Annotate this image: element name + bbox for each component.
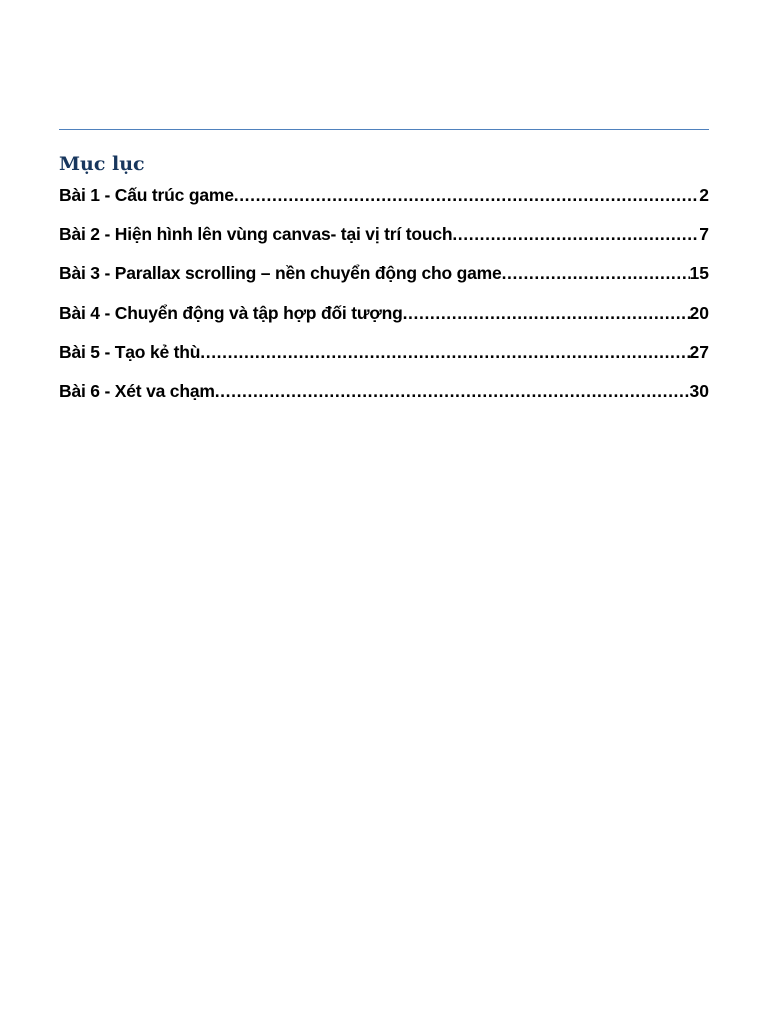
toc-entry-title: Bài 4 - Chuyển động và tập hợp đối tượng (59, 302, 403, 323)
header-rule (59, 129, 709, 130)
toc-entry-page: 30 (689, 380, 709, 401)
toc-dot-leader (452, 221, 699, 247)
toc-dot-leader (502, 260, 690, 286)
toc-dot-leader (215, 378, 690, 404)
toc-entry-page: 20 (689, 302, 709, 323)
toc-dot-leader (234, 182, 700, 208)
toc-entry-page: 2 (699, 185, 709, 205)
toc-entry-page: 7 (699, 224, 709, 245)
toc-entry-page: 27 (689, 341, 709, 362)
toc-entry-1[interactable] (59, 182, 709, 221)
toc-entry-6[interactable] (59, 378, 709, 417)
toc-entry-3[interactable] (59, 260, 709, 299)
toc-entry-title: Bài 1 - Cấu trúc game (59, 185, 234, 205)
toc-entry-title: Bài 3 - Parallax scrolling – nền chuyển động cho game (59, 263, 502, 284)
toc-dot-leader (200, 339, 689, 365)
toc-entry-4[interactable] (59, 300, 709, 339)
toc-entry-title: Bài 5 - Tạo kẻ thù (59, 341, 201, 362)
table-of-contents (59, 182, 709, 417)
toc-entry-title: Bài 2 - Hiện hình lên vùng canvas- tại vị trí touch (59, 224, 453, 245)
toc-entry-page: 15 (689, 263, 709, 284)
toc-dot-leader (403, 300, 690, 326)
toc-heading: Mục lục (59, 153, 145, 175)
toc-entry-5[interactable] (59, 339, 709, 378)
toc-entry-2[interactable] (59, 221, 709, 260)
toc-entry-title: Bài 6 - Xét va chạm (59, 380, 215, 401)
